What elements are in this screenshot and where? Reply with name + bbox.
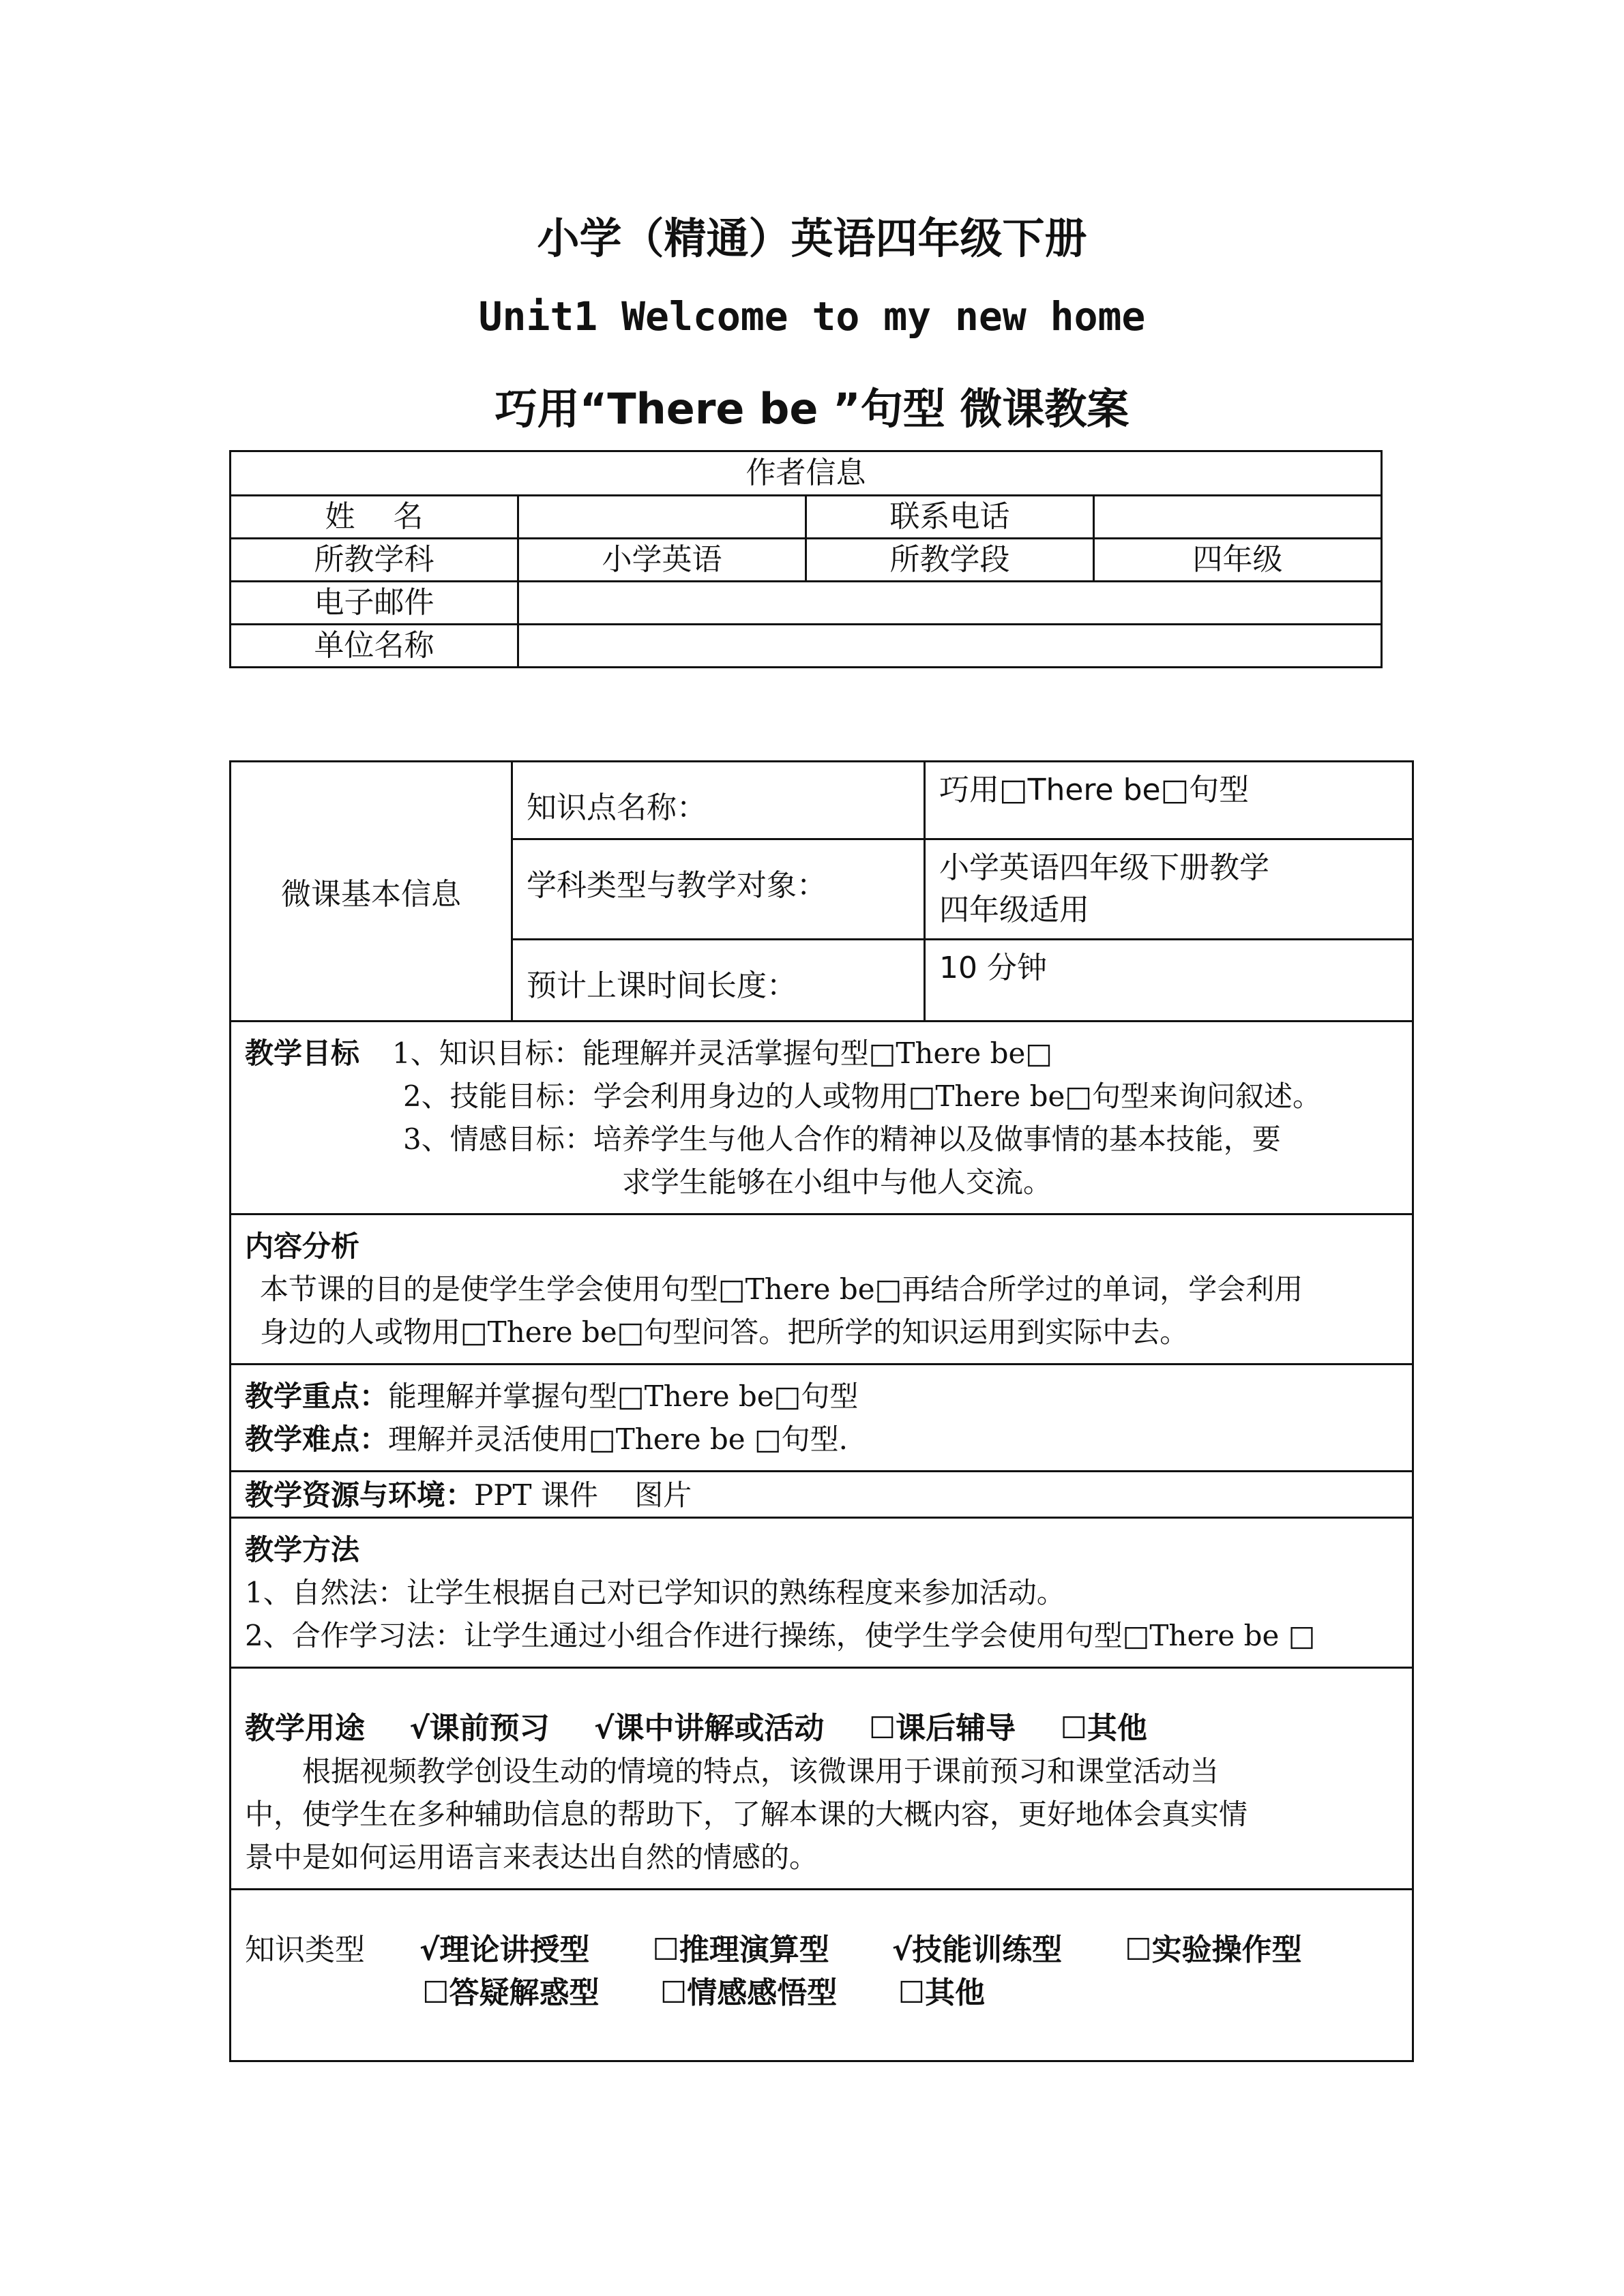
goal-2: 2、技能目标：学会利用身边的人或物用□There be□句型来询问叙述。 — [403, 1079, 1322, 1113]
resources-section — [231, 1472, 1413, 1518]
subject-type-value — [925, 839, 1413, 940]
resources-label: 教学资源与环境： — [245, 1478, 475, 1512]
goal-3-continued: 求学生能够在小组中与他人交流。 — [622, 1165, 1052, 1199]
type-emotion: ☐情感感悟型 — [660, 1976, 838, 2010]
usage-desc-1: 根据视频教学创设生动的情境的特点，该微课用于课前预习和课堂活动当 — [302, 1755, 1220, 1788]
usage-option-after-class: ☐课后辅导 — [868, 1711, 1016, 1746]
document-title: 小学（精通）英语四年级下册 — [537, 213, 1087, 263]
teaching-goals-section — [231, 1022, 1413, 1214]
analysis-line-1: 本节课的目的是使学生学会使用句型□There be□再结合所学过的单词，学会利用 — [260, 1272, 1303, 1306]
name-value — [518, 496, 806, 539]
knowledge-point-label: 知识点名称： — [512, 762, 925, 839]
grade-label: 所教学段 — [806, 539, 1094, 582]
duration-value: 10 分钟 — [925, 940, 1413, 1022]
duration-label: 预计上课时间长度： — [512, 940, 925, 1022]
unit-label: 单位名称 — [231, 625, 518, 668]
email-label: 电子邮件 — [231, 582, 518, 625]
difficulty-value: 理解并灵活使用□There be □句型. — [388, 1422, 848, 1456]
unit-value — [518, 625, 1382, 668]
type-qa: ☐答疑解惑型 — [422, 1976, 600, 2010]
difficulty-label: 教学难点： — [245, 1422, 389, 1456]
knowledge-type-section — [231, 1890, 1413, 2061]
key-difficulty-section — [231, 1365, 1413, 1472]
subject-type-line-2: 四年级适用 — [939, 893, 1089, 927]
type-theory: √理论讲授型 — [419, 1933, 590, 1967]
teaching-goals-label: 教学目标 — [245, 1037, 360, 1070]
name-label: 姓 名 — [231, 496, 518, 539]
lesson-plan-table — [229, 760, 1414, 2062]
goal-1: 1、知识目标：能理解并灵活掌握句型□There be□ — [392, 1037, 1053, 1070]
teaching-usage-section — [231, 1668, 1413, 1890]
usage-option-in-class: √课中讲解或活动 — [594, 1711, 825, 1746]
key-point-value: 能理解并掌握句型□There be□句型 — [388, 1380, 859, 1413]
knowledge-point-value: 巧用□There be□句型 — [925, 762, 1413, 839]
method-1: 1、自然法：让学生根据自己对已学知识的熟练程度来参加活动。 — [245, 1576, 1065, 1609]
teaching-method-label: 教学方法 — [245, 1533, 360, 1566]
subject-type-line-1: 小学英语四年级下册教学 — [939, 850, 1269, 885]
email-value — [518, 582, 1382, 625]
phone-label: 联系电话 — [806, 496, 1094, 539]
grade-value: 四年级 — [1094, 539, 1382, 582]
usage-label: 教学用途 — [245, 1711, 365, 1746]
phone-value — [1094, 496, 1382, 539]
analysis-line-2: 身边的人或物用□There be□句型问答。把所学的知识运用到实际中去。 — [260, 1315, 1189, 1349]
key-point-label: 教学重点： — [245, 1380, 389, 1413]
type-experiment: ☐实验操作型 — [1125, 1933, 1302, 1967]
method-2: 2、合作学习法：让学生通过小组合作进行操练，使学生学会使用句型□There be □ — [245, 1619, 1316, 1652]
usage-option-other: ☐其他 — [1060, 1711, 1147, 1746]
usage-desc-2: 中，使学生在多种辅助信息的帮助下，了解本课的大概内容，更好地体会真实情 — [245, 1798, 1248, 1831]
subject-value: 小学英语 — [518, 539, 806, 582]
usage-option-preview: √课前预习 — [409, 1711, 550, 1746]
subject-label: 所教学科 — [231, 539, 518, 582]
knowledge-type-label: 知识类型 — [245, 1933, 365, 1967]
teaching-method-section — [231, 1518, 1413, 1668]
author-info-table — [229, 450, 1383, 668]
content-analysis-section — [231, 1214, 1413, 1365]
type-other: ☐其他 — [898, 1976, 986, 2010]
goal-3: 3、情感目标：培养学生与他人合作的精神以及做事情的基本技能，要 — [403, 1122, 1281, 1156]
unit-title: Unit1 Welcome to my new home — [478, 293, 1146, 340]
type-reasoning: ☐推理演算型 — [652, 1933, 829, 1967]
subject-type-label: 学科类型与教学对象： — [512, 839, 925, 940]
author-info-header: 作者信息 — [231, 451, 1382, 496]
type-skill: √技能训练型 — [891, 1933, 1063, 1967]
resources-value: PPT 课件 图片 — [474, 1478, 692, 1512]
usage-desc-3: 景中是如何运用语言来表达出自然的情感的。 — [245, 1840, 818, 1874]
basic-info-label: 微课基本信息 — [231, 762, 512, 1022]
lesson-title: 巧用“There be ”句型 微课教案 — [494, 384, 1130, 434]
content-analysis-label: 内容分析 — [245, 1229, 360, 1263]
